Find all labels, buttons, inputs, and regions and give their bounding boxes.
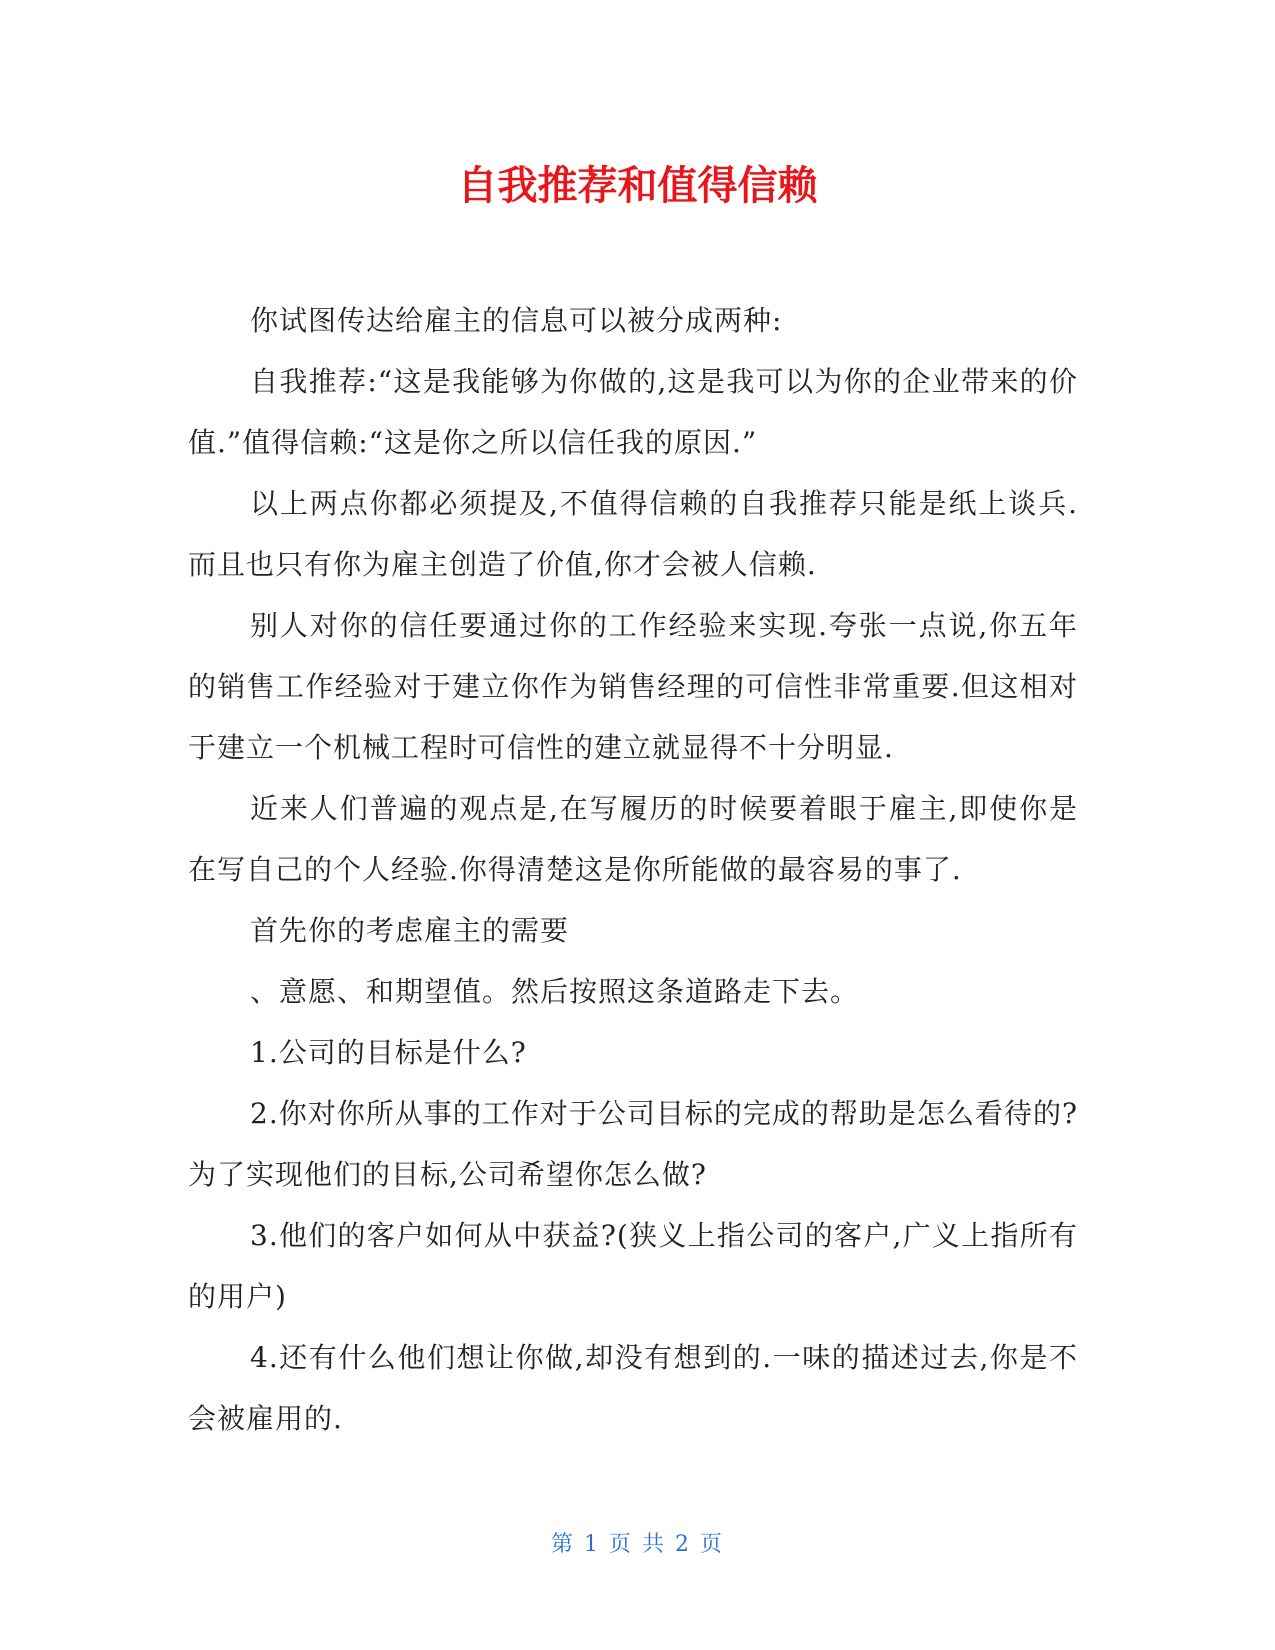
paragraph-definitions: 自我推荐:“这是我能够为你做的,这是我可以为你的企业带来的价值.”值得信赖:“这是你之所以信任我的原因.” [188,365,1078,459]
paragraph-experience: 别人对你的信任要通过你的工作经验来实现.夸张一点说,你五年的销售工作经验对于建立你作为销售经理的可信性非常重要.但这相对于建立一个机械工程时可信性的建立就显得不十分明显. [188,609,1078,764]
paragraph-both-required: 以上两点你都必须提及,不值得信赖的自我推荐只能是纸上谈兵.而且也只有你为雇主创造了价值,你才会被人信赖. [188,487,1078,581]
paragraph-intro: 你试图传达给雇主的信息可以被分成两种: [250,304,783,337]
paragraph-first-consider: 首先你的考虑雇主的需要 [250,914,570,947]
list-item-3: 3.他们的客户如何从中获益?(狭义上指公司的客户,广义上指所有的用户) [188,1219,1078,1313]
list-item-2: 2.你对你所从事的工作对于公司目标的完成的帮助是怎么看待的?为了实现他们的目标,公司希望你怎么做? [188,1097,1078,1191]
paragraph-focus-employer: 近来人们普遍的观点是,在写履历的时候要着眼于雇主,即使你是在写自己的个人经验.你得清楚这是你所能做的最容易的事了. [188,792,1078,886]
page-title: 自我推荐和值得信赖 [457,163,818,209]
list-item-1: 1.公司的目标是什么? [250,1036,527,1069]
page-number-footer: 第 1 页 共 2 页 [551,1532,724,1557]
list-item-4: 4.还有什么他们想让你做,却没有想到的.一味的描述过去,你是不会被雇用的. [188,1341,1078,1435]
paragraph-wishes: 、意愿、和期望值。然后按照这条道路走下去。 [250,975,860,1008]
document-body [188,290,1078,1449]
